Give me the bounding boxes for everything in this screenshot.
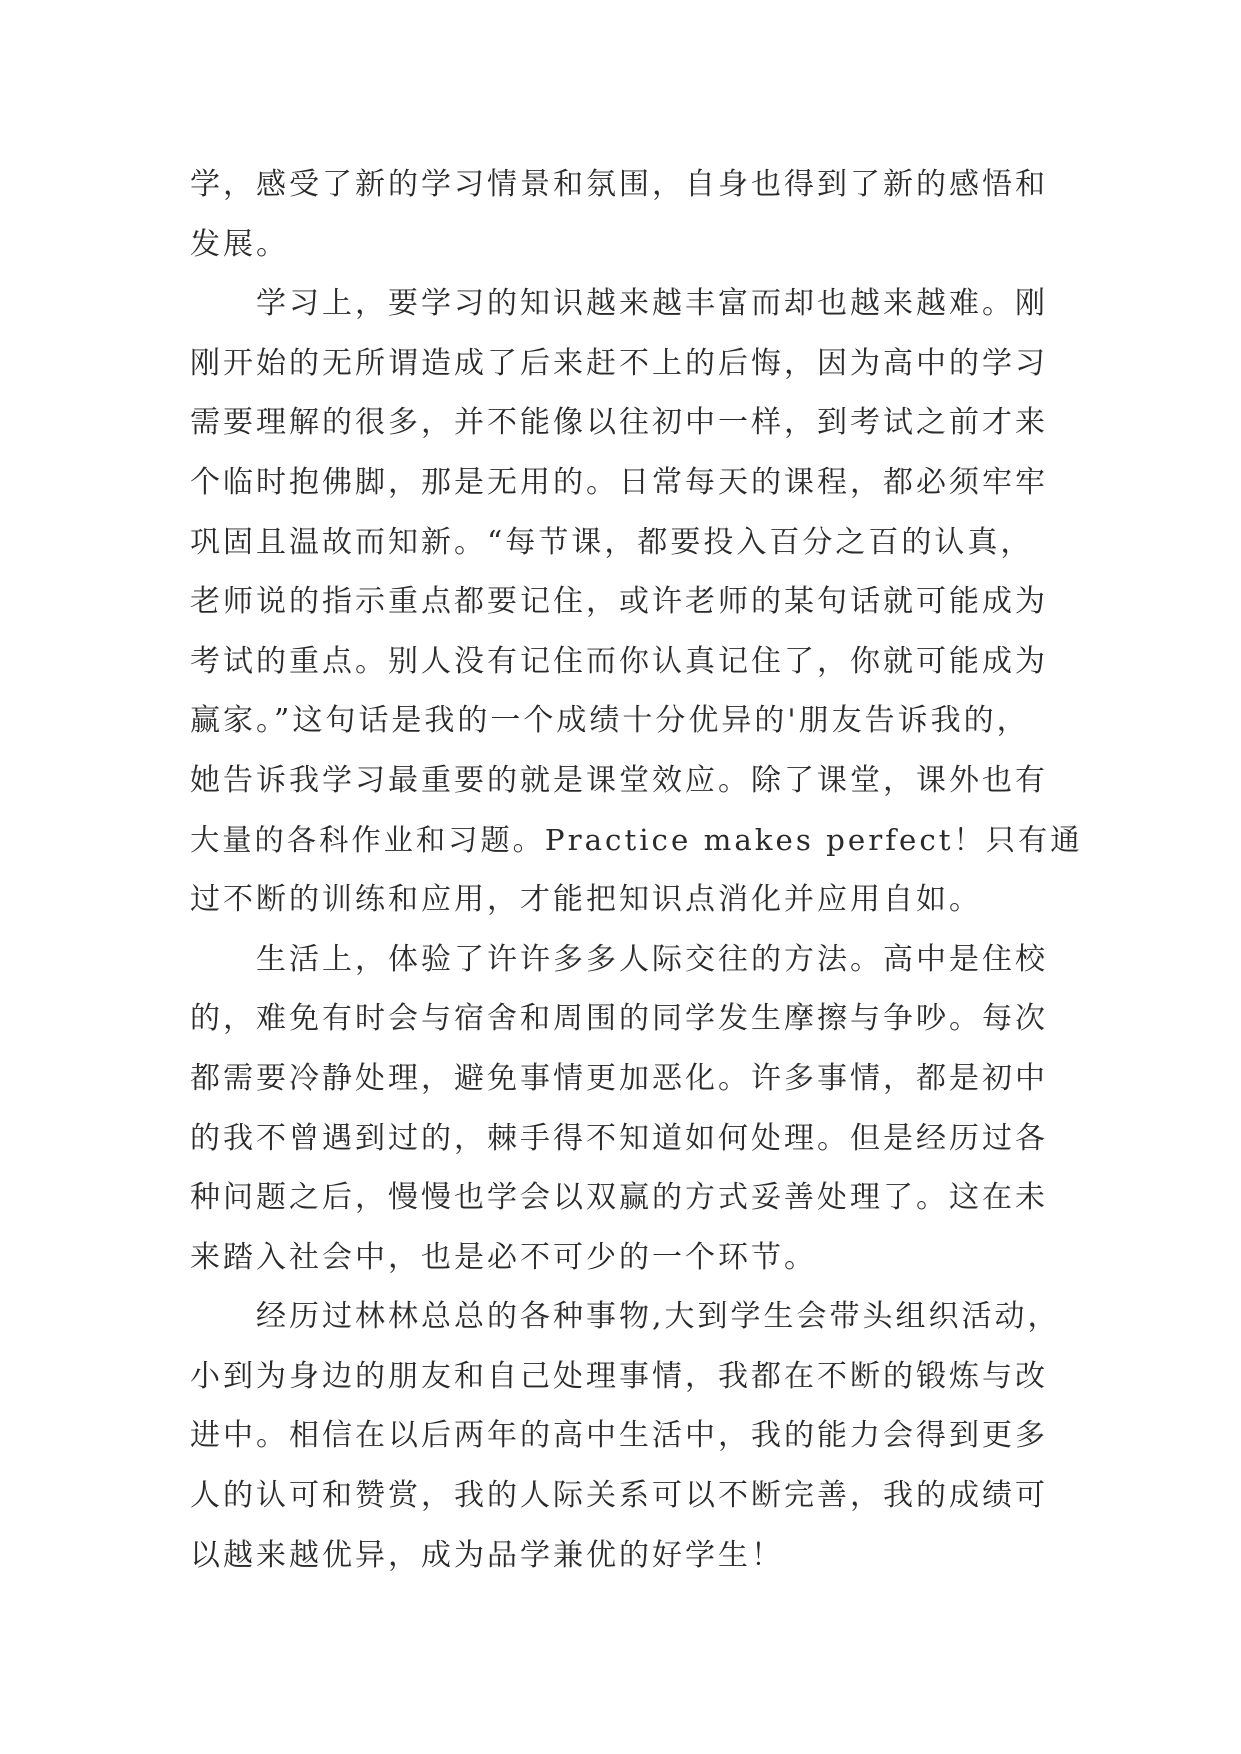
text-line: 老师说的指示重点都要记住，或许老师的某句话就可能成为 [190,584,1048,620]
paragraph-first-line: 生活上，体验了许许多多人际交往的方法。高中是住校 [256,941,1048,977]
text-line: 赢家。”这句话是我的一个成绩十分优异的'朋友告诉我的， [190,703,1030,739]
text-line: 个临时抱佛脚，那是无用的。日常每天的课程，都必须牢牢 [190,464,1048,500]
text-line: 学，感受了新的学习情景和氛围，自身也得到了新的感悟和 [190,167,1048,202]
text-line: 都需要冷静处理，避免事情更加恶化。许多事情，都是初中 [190,1060,1048,1096]
text-line: 她告诉我学习最重要的就是课堂效应。除了课堂，课外也有 [190,762,1048,798]
text-line: 的我不曾遇到过的，棘手得不知道如何处理。但是经历过各 [190,1120,1048,1156]
paragraph-first-line: 学习上，要学习的知识越来越丰富而却也越来越难。刚 [256,286,1048,322]
body-text [190,155,1083,1585]
text-line: 巩固且温故而知新。“每节课，都要投入百分之百的认真， [190,524,1034,560]
text-line: 的，难免有时会与宿舍和周围的同学发生摩擦与争吵。每次 [190,1001,1048,1037]
text-line: 大量的各科作业和习题。Practice makes perfect！只有通 [190,822,1083,857]
text-line: 进中。相信在以后两年的高中生活中，我的能力会得到更多 [190,1418,1048,1454]
paragraph-first-line: 经历过林林总总的各种事物,大到学生会带头组织活动， [256,1299,1061,1335]
text-line: 需要理解的很多，并不能像以往初中一样，到考试之前才来 [190,405,1048,441]
text-line: 以越来越优异，成为品学兼优的好学生！ [190,1537,784,1573]
text-line: 种问题之后，慢慢也学会以双赢的方式妥善处理了。这在未 [190,1180,1048,1216]
text-line: 考试的重点。别人没有记住而你认真记住了，你就可能成为 [190,643,1048,679]
text-line: 过不断的训练和应用，才能把知识点消化并应用自如。 [190,882,982,918]
text-line: 发展。 [190,226,289,262]
text-line: 刚开始的无所谓造成了后来赶不上的后悔，因为高中的学习 [190,345,1048,381]
text-line: 人的认可和赞赏，我的人际关系可以不断完善，我的成绩可 [190,1478,1048,1514]
text-line: 来踏入社会中，也是必不可少的一个环节。 [190,1239,817,1275]
text-line: 小到为身边的朋友和自己处理事情，我都在不断的锻炼与改 [190,1358,1048,1394]
